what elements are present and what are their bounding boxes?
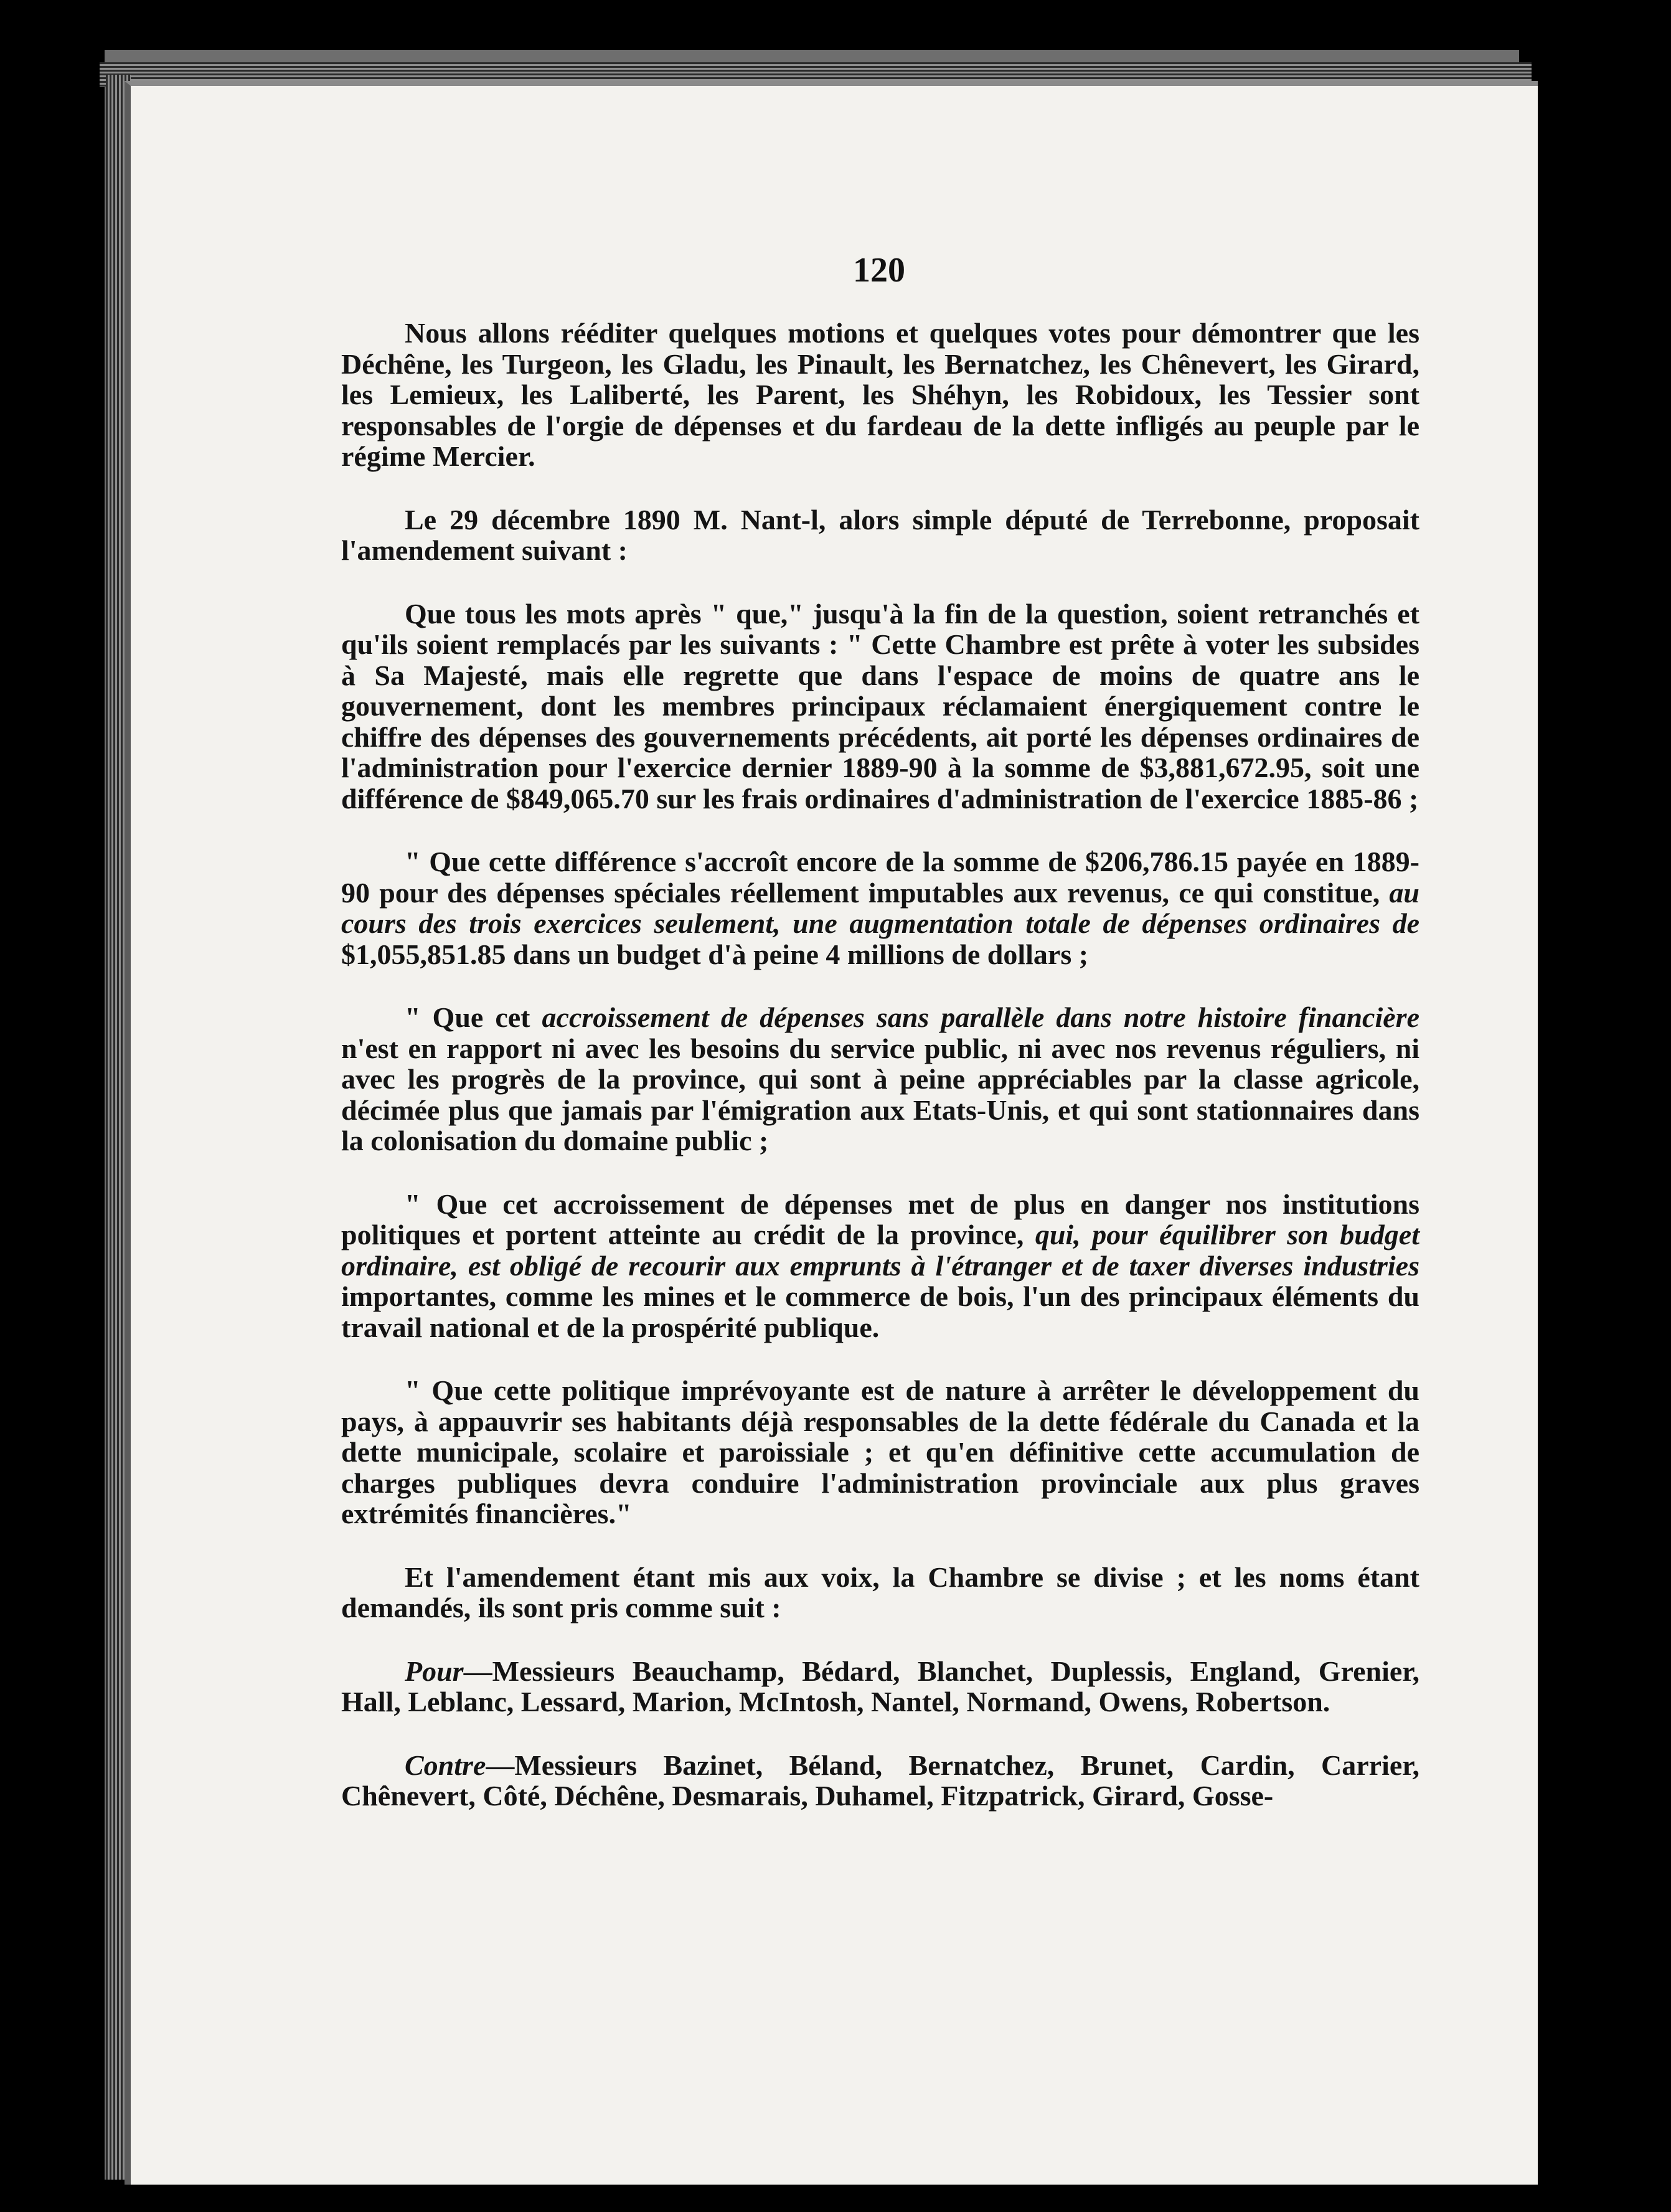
pour-label: Pour <box>405 1655 464 1687</box>
motion-3-italic: accroissement de dépenses sans parallèle dans notre histoire financière <box>542 1001 1419 1033</box>
page-number: 120 <box>853 251 905 290</box>
paragraph-contre <box>341 1750 1419 1812</box>
motion-2-text-b: $1,055,851.85 dans un budget d'à peine 4 millions de dollars ; <box>341 938 1089 970</box>
paragraph-motion-5: " Que cette politique imprévoyante est de nature à arrêter le développement du pays, à appauvrir ses habitants déjà responsables de la dette fédérale du Canada et la dette municipale, scolaire et paroissiale ; et qu'en définitive cette accumulation de charges publiques devra conduire l'administration provinciale aux plus graves extrémités financières." <box>341 1374 1419 1529</box>
pour-names: —Messieurs Beauchamp, Bédard, Blanchet, Duplessis, England, Grenier, Hall, Leblanc, Lessard, Marion, McIntosh, Nantel, Normand, Owens, Robertson. <box>341 1655 1419 1718</box>
contre-names: —Messieurs Bazinet, Béland, Bernatchez, Brunet, Cardin, Carrier, Chênevert, Côté, Déchêne, Desmarais, Duhamel, Fitzpatrick, Girard, Gosse- <box>341 1749 1419 1812</box>
paragraph-pour <box>341 1656 1419 1718</box>
paragraph-intro: Nous allons rééditer quelques motions et quelques votes pour démontrer que les Déchêne, les Turgeon, les Gladu, les Pinault, les Bernatchez, les Chênevert, les Girard, les Lemieux, les Laliberté, les Parent, les Shéhyn, les Robidoux, les Tessier sont responsables de l'orgie de dépenses et du fardeau de la dette infligés au peuple par le régime Mercier. <box>341 317 1419 472</box>
paragraph-motion-2 <box>341 846 1419 970</box>
motion-4-text-b: importantes, comme les mines et le commerce de bois, l'un des principaux éléments du travail national et de la prospérité publique. <box>341 1280 1419 1343</box>
paragraph-amendment-intro: Le 29 décembre 1890 M. Nant-l, alors simple député de Terrebonne, proposait l'amendement suivant : <box>341 503 1419 566</box>
motion-4-text-a: " Que cet accroissement de dépenses met de plus en danger nos institutions politiques et portent atteinte au crédit de la province, <box>341 1188 1419 1250</box>
motion-2-text-a: " Que cette différence s'accroît encore de la somme de $206,786.15 payée en 1889-90 pour des dépenses spéciales réellement imputables aux revenus, ce qui constitue, <box>341 846 1419 909</box>
paragraph-motion-4 <box>341 1189 1419 1343</box>
motion-2-italic: au cours des trois exercices seulement, une augmentation totale de dépenses ordinaires de <box>341 876 1419 939</box>
motion-3-text-b: n'est en rapport ni avec les besoins du service public, ni avec nos revenus réguliers, ni avec les progrès de la province, qui sont à peine appréciables par la classe agricole, décimée plus que jamais par l'émigration aux Etats-Unis, et qui sont stationnaires dans la colonisation du domaine public ; <box>341 1032 1419 1156</box>
contre-label: Contre <box>405 1749 486 1781</box>
document-body <box>341 318 1419 1844</box>
paragraph-vote-intro: Et l'amendement étant mis aux voix, la Chambre se divise ; et les noms étant demandés, ils sont pris comme suit : <box>341 1561 1419 1624</box>
motion-3-text-a: " Que cet <box>405 1001 542 1033</box>
motion-4-italic: qui, pour équilibrer son budget ordinaire, est obligé de recourir aux emprunts à l'étranger et de taxer diverses industries <box>341 1219 1419 1282</box>
paragraph-motion-3 <box>341 1002 1419 1156</box>
paragraph-motion-1: Que tous les mots après " que," jusqu'à la fin de la question, soient retranchés et qu'ils soient remplacés par les suivants : " Cette Chambre est prête à voter les subsides à Sa Majesté, mais elle regrette que dans l'espace de moins de quatre ans le gouvernement, dont les membres principaux réclamaient énergiquement contre le chiffre des dépenses des gouvernements précédents, ait porté les dépenses ordinaires de l'administration pour l'exercice dernier 1889-90 à la somme de $3,881,672.95, soit une différence de $849,065.70 sur les frais ordinaires d'administration de l'exercice 1885-86 ; <box>341 597 1419 815</box>
